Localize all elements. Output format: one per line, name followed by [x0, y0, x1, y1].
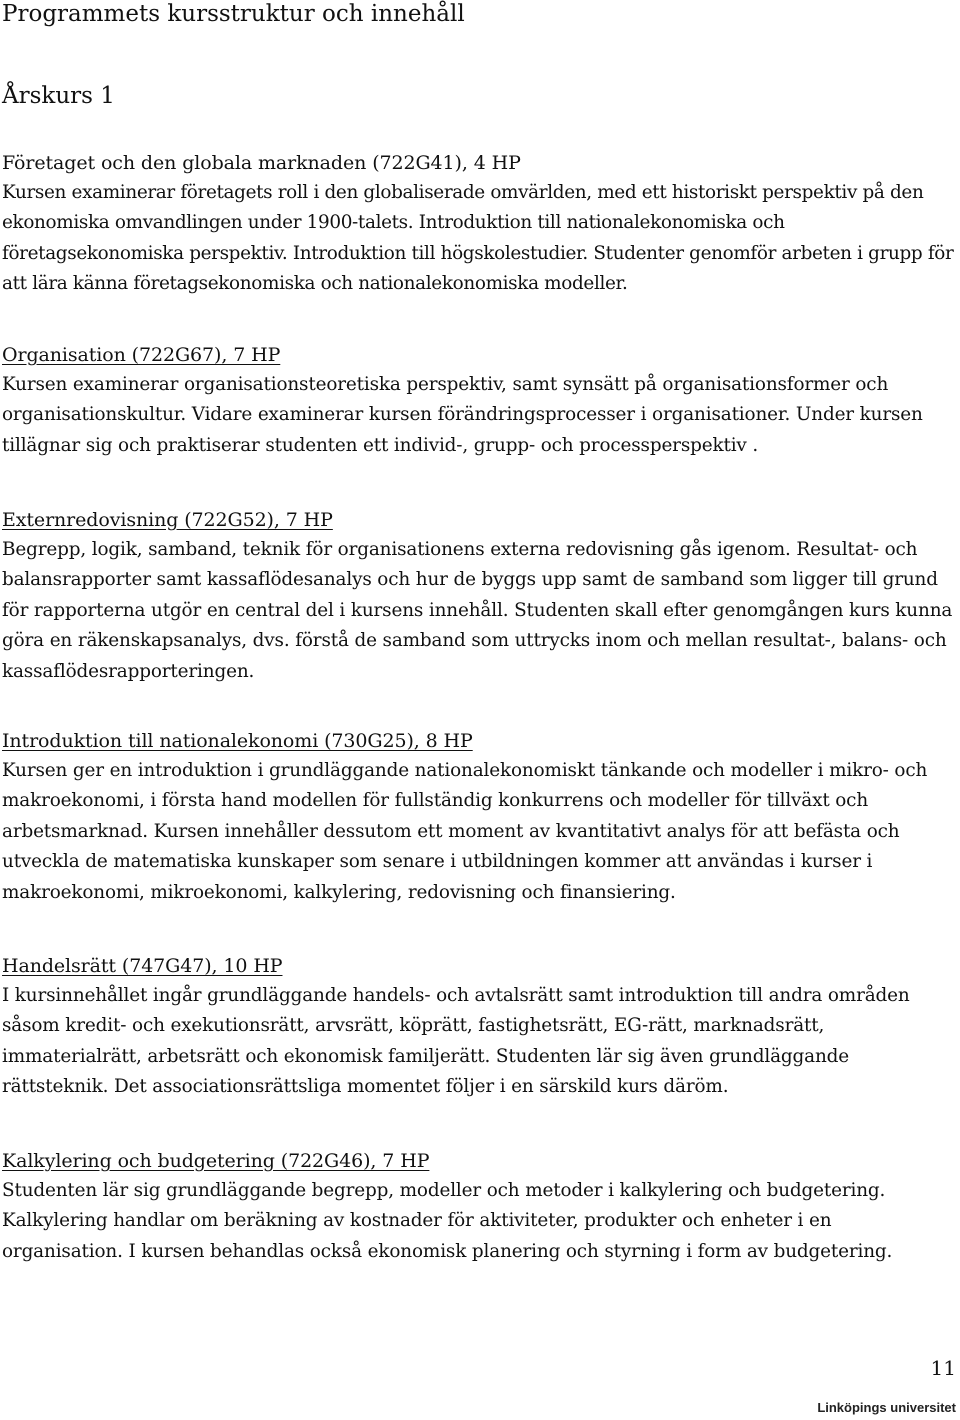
course-title: Företaget och den globala marknaden (722G41), 4 HP — [2, 152, 521, 174]
page-number: 11 — [930, 1356, 956, 1380]
course-description: Studenten lär sig grundläggande begrepp, modeller och metoder i kalkylering och budgetering. Kalkylering handlar om beräkning av kostnader för aktiviteter, produkter och enheter i en organisation. I kursen behandlas också ekonomisk planering och styrning i form av budgetering. — [2, 1180, 893, 1262]
course-description: Kursen examinerar företagets roll i den globaliserade omvärlden, med ett historiskt perspektiv på den ekonomiska omvandlingen under 1900-talets. Introduktion till nationalekonomiska och företagsekonomiska perspektiv. Introduktion till högskolestudier. Studenter genomför arbeten i grupp för att lära känna företagsekonomiska och nationalekonomiska modeller. — [2, 182, 954, 295]
course-description: Begrepp, logik, samband, teknik för organisationens externa redovisning gås igenom. Resultat- och balansrapporter samt kassaflödesanalys och hur de byggs upp samt de samband som ligger till grund för rapporterna utgör en central del i kursens innehåll. Studenten skall efter genomgången kurs kunna göra en räkenskapsanalys, dvs. förstå de samband som uttrycks inom och mellan resultat-, balans- och kassaflödesrapporteringen. — [2, 539, 953, 682]
course-title: Externredovisning (722G52), 7 HP — [2, 509, 333, 531]
year-heading: Årskurs 1 — [2, 83, 115, 109]
course-section — [2, 1146, 957, 1267]
university-logo: Linköpings universitet — [817, 1400, 956, 1415]
course-description: Kursen ger en introduktion i grundläggande nationalekonomiskt tänkande och modeller i mikro- och makroekonomi, i första hand modellen för fullständig konkurrens och modeller för tillväxt och arbetsmarknad. Kursen innehåller dessutom ett moment av kvantitativt analys för att befästa och utveckla de matematiska kunskaper som senare i utbildningen kommer att användas i kurser i makroekonomi, mikroekonomi, kalkylering, redovisning och finansiering. — [2, 760, 928, 903]
course-section — [2, 505, 957, 687]
page-title: Programmets kursstruktur och innehåll — [2, 1, 465, 27]
course-section — [2, 951, 957, 1103]
course-title: Kalkylering och budgetering (722G46), 7 HP — [2, 1150, 430, 1172]
course-section — [2, 726, 957, 908]
course-title: Organisation (722G67), 7 HP — [2, 344, 281, 366]
course-section — [2, 148, 957, 300]
course-description: Kursen examinerar organisationsteoretiska perspektiv, samt synsätt på organisationsformer och organisationskultur. Vidare examinerar kursen förändringsprocesser i organisationer. Under kursen tillägnar sig och praktiserar studenten ett individ-, grupp- och processperspektiv . — [2, 374, 923, 456]
course-description: I kursinnehållet ingår grundläggande handels- och avtalsrätt samt introduktion till andra områden såsom kredit- och exekutionsrätt, arvsrätt, köprätt, fastighetsrätt, EG-rätt, marknadsrätt, immaterialrätt, arbetsrätt och ekonomisk familjerätt. Studenten lär sig även grundläggande rättsteknik. Det associationsrättsliga momentet följer i en särskild kurs däröm. — [2, 985, 910, 1098]
course-section — [2, 340, 957, 461]
course-title: Handelsrätt (747G47), 10 HP — [2, 955, 283, 977]
course-title: Introduktion till nationalekonomi (730G25), 8 HP — [2, 730, 473, 752]
